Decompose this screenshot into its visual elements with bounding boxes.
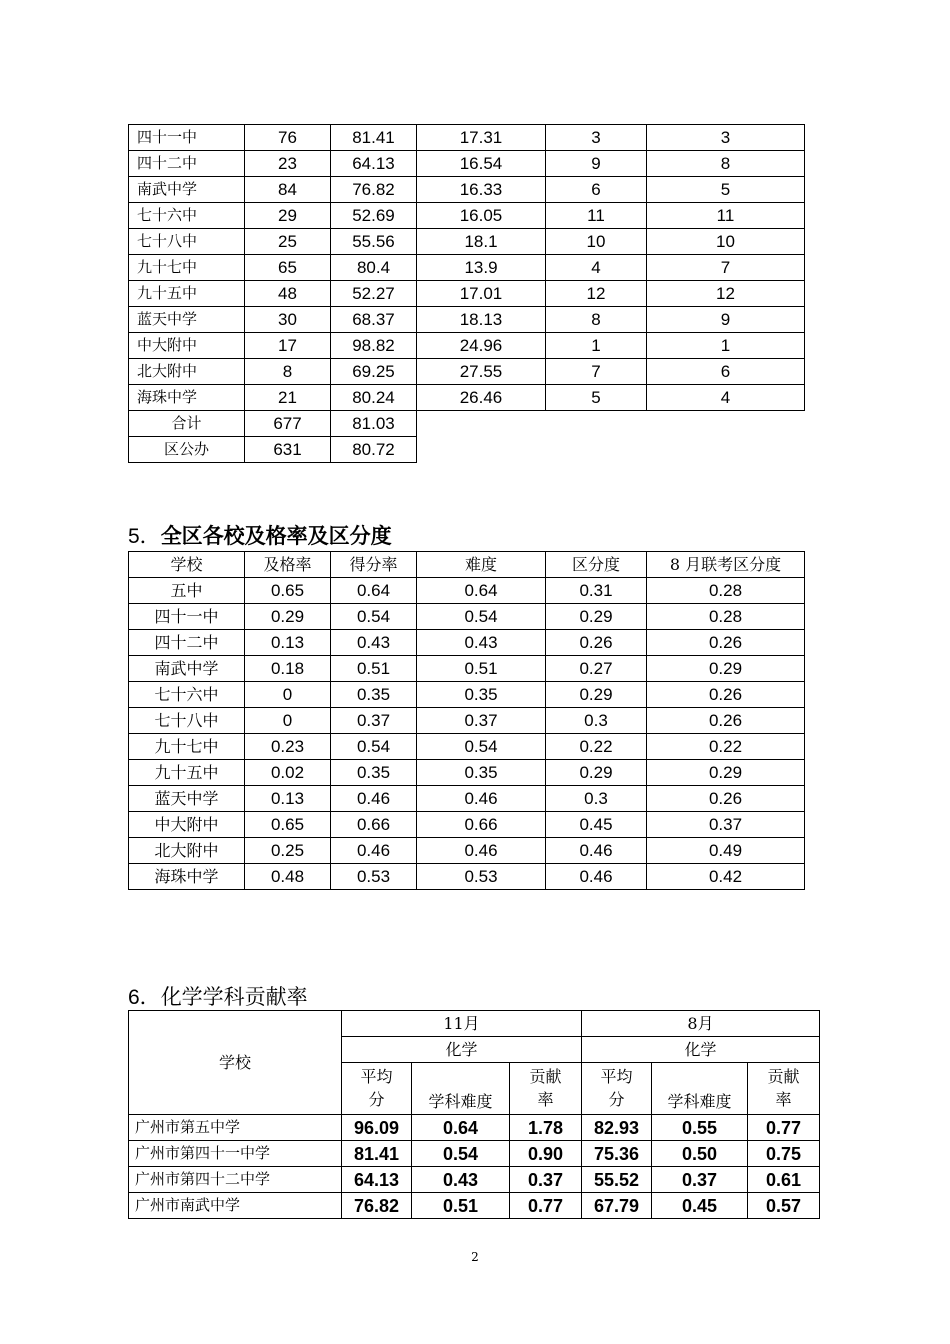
table-row: [129, 838, 805, 864]
table-cell: 7: [546, 359, 647, 385]
table-cell: 0.75: [748, 1141, 820, 1167]
table-cell: 55.56: [331, 229, 417, 255]
school-name: 南武中学: [129, 177, 245, 203]
table-cell: 13.9: [417, 255, 546, 281]
table-cell: 65: [245, 255, 331, 281]
table-cell: 67.79: [582, 1193, 652, 1219]
school-name: 九十七中: [129, 255, 245, 281]
table-cell: 84: [245, 177, 331, 203]
table-cell: 5: [647, 177, 805, 203]
table-cell: 5: [546, 385, 647, 411]
table-row: [129, 385, 805, 411]
table-row: [129, 864, 805, 890]
table-cell: 0.18: [245, 656, 331, 682]
month-8-header: 8月: [582, 1011, 820, 1037]
table-cell: 25: [245, 229, 331, 255]
table-cell: 0.46: [417, 786, 546, 812]
table-cell: 0.46: [331, 786, 417, 812]
table-cell: 0.65: [245, 812, 331, 838]
table-cell: 76.82: [331, 177, 417, 203]
table-cell: 81.41: [342, 1141, 412, 1167]
table-cell: 0.26: [546, 630, 647, 656]
table-cell: 0.13: [245, 786, 331, 812]
school-name: 四十一中: [129, 125, 245, 151]
subject-header: 化学: [582, 1037, 820, 1063]
table-cell: 0.35: [331, 760, 417, 786]
school-name: 九十七中: [129, 734, 245, 760]
table-cell: 69.25: [331, 359, 417, 385]
table-cell: 0.64: [417, 578, 546, 604]
table-cell: 27.55: [417, 359, 546, 385]
table-cell: 0.46: [546, 864, 647, 890]
section-5-heading: 5．全区各校及格率及区分度: [128, 525, 392, 548]
table-row: [129, 125, 805, 151]
table-cell: 0: [245, 708, 331, 734]
school-name: 四十一中: [129, 604, 245, 630]
table-cell: 81.03: [331, 411, 417, 437]
table-cell: 0.53: [417, 864, 546, 890]
table-cell: 76.82: [342, 1193, 412, 1219]
table-cell: 0.37: [510, 1167, 582, 1193]
column-header: 区分度: [546, 552, 647, 578]
table-cell: 0.3: [546, 708, 647, 734]
table-row: [129, 281, 805, 307]
table-cell: 0.43: [417, 630, 546, 656]
table-cell: 10: [546, 229, 647, 255]
column-header: 难度: [417, 552, 546, 578]
table-cell: 0: [245, 682, 331, 708]
table-cell: 6: [647, 359, 805, 385]
table-cell: 1: [647, 333, 805, 359]
subject-header: 化学: [342, 1037, 582, 1063]
avg-score-header: 平均 分: [342, 1063, 412, 1115]
table-cell: 98.82: [331, 333, 417, 359]
table-cell: 0.31: [546, 578, 647, 604]
table-cell: 1.78: [510, 1115, 582, 1141]
table-cell: 631: [245, 437, 331, 463]
table-cell: 4: [546, 255, 647, 281]
column-header: 及格率: [245, 552, 331, 578]
contribution-header: 贡献 率: [748, 1063, 820, 1115]
table-cell: 0.37: [647, 812, 805, 838]
table-row: [129, 333, 805, 359]
table-cell: 0.37: [331, 708, 417, 734]
table-row: [129, 1167, 820, 1193]
table-cell: 0.26: [647, 682, 805, 708]
pass-rate-table: [128, 551, 805, 890]
table-cell: 0.66: [331, 812, 417, 838]
table-cell: 0.26: [647, 630, 805, 656]
table-cell: 0.45: [546, 812, 647, 838]
difficulty-header: 学科难度: [412, 1063, 510, 1115]
table-cell: 0.35: [331, 682, 417, 708]
table-cell: 0.54: [417, 604, 546, 630]
table-cell: 55.52: [582, 1167, 652, 1193]
table-cell: 0.26: [647, 708, 805, 734]
table-cell: 0.54: [412, 1141, 510, 1167]
table-row: [129, 151, 805, 177]
avg-score-header: 平均 分: [582, 1063, 652, 1115]
table-cell: 75.36: [582, 1141, 652, 1167]
table-cell: 0.29: [546, 682, 647, 708]
summary-label: 合计: [129, 411, 245, 437]
table-row: [129, 1115, 820, 1141]
table-cell: 0.02: [245, 760, 331, 786]
table-row: [129, 630, 805, 656]
table-cell: 677: [245, 411, 331, 437]
table-cell: 12: [546, 281, 647, 307]
table-cell: 80.4: [331, 255, 417, 281]
table-cell: 0.55: [652, 1115, 748, 1141]
table-cell: 64.13: [342, 1167, 412, 1193]
table-cell: 0.51: [331, 656, 417, 682]
table-cell: 0.29: [546, 760, 647, 786]
table-cell: 0.50: [652, 1141, 748, 1167]
table-cell: 52.27: [331, 281, 417, 307]
table-cell: 68.37: [331, 307, 417, 333]
summary-row: [129, 411, 805, 437]
table-cell: 29: [245, 203, 331, 229]
column-header: 8 月联考区分度: [647, 552, 805, 578]
table-row: [129, 1141, 820, 1167]
school-name: 北大附中: [129, 838, 245, 864]
section-6-heading: 6．化学学科贡献率: [128, 986, 308, 1009]
table-cell: 16.54: [417, 151, 546, 177]
school-name: 中大附中: [129, 333, 245, 359]
school-stats-table: [128, 124, 805, 463]
school-name: 九十五中: [129, 760, 245, 786]
table-cell: 18.1: [417, 229, 546, 255]
table-cell: 0.53: [331, 864, 417, 890]
table-cell: 8: [245, 359, 331, 385]
school-name: 四十二中: [129, 630, 245, 656]
table-cell: 11: [546, 203, 647, 229]
table-row: [129, 307, 805, 333]
table-cell: 0.42: [647, 864, 805, 890]
table-cell: 0.77: [510, 1193, 582, 1219]
table-row: [129, 812, 805, 838]
table-row: [129, 578, 805, 604]
table-cell: 81.41: [331, 125, 417, 151]
table-cell: 1: [546, 333, 647, 359]
table-cell: 48: [245, 281, 331, 307]
school-header: 学校: [129, 1011, 342, 1115]
table-row: [129, 656, 805, 682]
school-name: 七十六中: [129, 203, 245, 229]
empty-cell: [417, 437, 546, 463]
table-cell: 0.29: [546, 604, 647, 630]
table-cell: 82.93: [582, 1115, 652, 1141]
school-name: 四十二中: [129, 151, 245, 177]
table-cell: 0.22: [546, 734, 647, 760]
table-cell: 96.09: [342, 1115, 412, 1141]
table-cell: 16.05: [417, 203, 546, 229]
school-name: 海珠中学: [129, 385, 245, 411]
table-cell: 0.48: [245, 864, 331, 890]
table-cell: 12: [647, 281, 805, 307]
table-row: [129, 604, 805, 630]
table-cell: 18.13: [417, 307, 546, 333]
table-cell: 0.51: [417, 656, 546, 682]
table-cell: 0.43: [412, 1167, 510, 1193]
school-name: 广州市第五中学: [129, 1115, 342, 1141]
table-cell: 0.46: [546, 838, 647, 864]
table-cell: 30: [245, 307, 331, 333]
table-cell: 0.35: [417, 760, 546, 786]
table-cell: 9: [546, 151, 647, 177]
column-header: 学校: [129, 552, 245, 578]
table-cell: 0.66: [417, 812, 546, 838]
school-name: 南武中学: [129, 656, 245, 682]
table-cell: 0.25: [245, 838, 331, 864]
school-name: 北大附中: [129, 359, 245, 385]
school-name: 七十六中: [129, 682, 245, 708]
table-cell: 0.46: [331, 838, 417, 864]
table-cell: 0.29: [647, 760, 805, 786]
table-cell: 76: [245, 125, 331, 151]
table-cell: 0.77: [748, 1115, 820, 1141]
difficulty-header: 学科难度: [652, 1063, 748, 1115]
summary-row: [129, 437, 805, 463]
table-cell: 52.69: [331, 203, 417, 229]
table-cell: 0.37: [417, 708, 546, 734]
table-row: [129, 708, 805, 734]
table-cell: 21: [245, 385, 331, 411]
table-cell: 0.37: [652, 1167, 748, 1193]
table-cell: 16.33: [417, 177, 546, 203]
school-name: 广州市第四十一中学: [129, 1141, 342, 1167]
table-cell: 8: [647, 151, 805, 177]
table-cell: 0.54: [331, 604, 417, 630]
table-cell: 0.28: [647, 604, 805, 630]
school-name: 蓝天中学: [129, 786, 245, 812]
month-11-header: 11月: [342, 1011, 582, 1037]
table-cell: 0.54: [331, 734, 417, 760]
empty-cell: [546, 437, 647, 463]
table-cell: 7: [647, 255, 805, 281]
contribution-header: 贡献 率: [510, 1063, 582, 1115]
table-cell: 0.29: [245, 604, 331, 630]
table-cell: 17.31: [417, 125, 546, 151]
table-cell: 3: [546, 125, 647, 151]
table-cell: 0.28: [647, 578, 805, 604]
table-row: [129, 229, 805, 255]
table-cell: 0.23: [245, 734, 331, 760]
school-name: 七十八中: [129, 229, 245, 255]
table-row: [129, 359, 805, 385]
table-row: [129, 734, 805, 760]
school-name: 中大附中: [129, 812, 245, 838]
table-cell: 26.46: [417, 385, 546, 411]
table-cell: 0.26: [647, 786, 805, 812]
table-cell: 0.3: [546, 786, 647, 812]
table-row: [129, 682, 805, 708]
table-cell: 0.43: [331, 630, 417, 656]
table-cell: 0.49: [647, 838, 805, 864]
table-cell: 9: [647, 307, 805, 333]
school-name: 广州市南武中学: [129, 1193, 342, 1219]
table-cell: 64.13: [331, 151, 417, 177]
table-cell: 0.45: [652, 1193, 748, 1219]
table-cell: 6: [546, 177, 647, 203]
table-cell: 0.61: [748, 1167, 820, 1193]
table-row: [129, 786, 805, 812]
table-cell: 17: [245, 333, 331, 359]
table-cell: 0.64: [412, 1115, 510, 1141]
table-row: [129, 760, 805, 786]
school-name: 九十五中: [129, 281, 245, 307]
empty-cell: [417, 411, 546, 437]
column-header: 得分率: [331, 552, 417, 578]
table-cell: 0.54: [417, 734, 546, 760]
school-name: 蓝天中学: [129, 307, 245, 333]
table-cell: 0.46: [417, 838, 546, 864]
table-cell: 0.22: [647, 734, 805, 760]
table-cell: 24.96: [417, 333, 546, 359]
table-cell: 4: [647, 385, 805, 411]
table-cell: 8: [546, 307, 647, 333]
table-cell: 23: [245, 151, 331, 177]
table-cell: 0.27: [546, 656, 647, 682]
table-cell: 0.35: [417, 682, 546, 708]
table-row: [129, 255, 805, 281]
table-cell: 0.57: [748, 1193, 820, 1219]
empty-cell: [546, 411, 647, 437]
table-row: [129, 1193, 820, 1219]
table-cell: 80.24: [331, 385, 417, 411]
summary-label: 区公办: [129, 437, 245, 463]
page-number: 2: [471, 1250, 479, 1264]
school-name: 广州市第四十二中学: [129, 1167, 342, 1193]
table-row: [129, 177, 805, 203]
school-name: 海珠中学: [129, 864, 245, 890]
table-cell: 0.65: [245, 578, 331, 604]
table-cell: 11: [647, 203, 805, 229]
table-row: [129, 203, 805, 229]
contribution-table: [128, 1010, 820, 1219]
table-cell: 80.72: [331, 437, 417, 463]
table-cell: 0.51: [412, 1193, 510, 1219]
table-cell: 0.29: [647, 656, 805, 682]
table-cell: 17.01: [417, 281, 546, 307]
table-cell: 0.64: [331, 578, 417, 604]
table-cell: 10: [647, 229, 805, 255]
school-name: 五中: [129, 578, 245, 604]
table-cell: 0.90: [510, 1141, 582, 1167]
table-cell: 0.13: [245, 630, 331, 656]
school-name: 七十八中: [129, 708, 245, 734]
table-cell: 3: [647, 125, 805, 151]
